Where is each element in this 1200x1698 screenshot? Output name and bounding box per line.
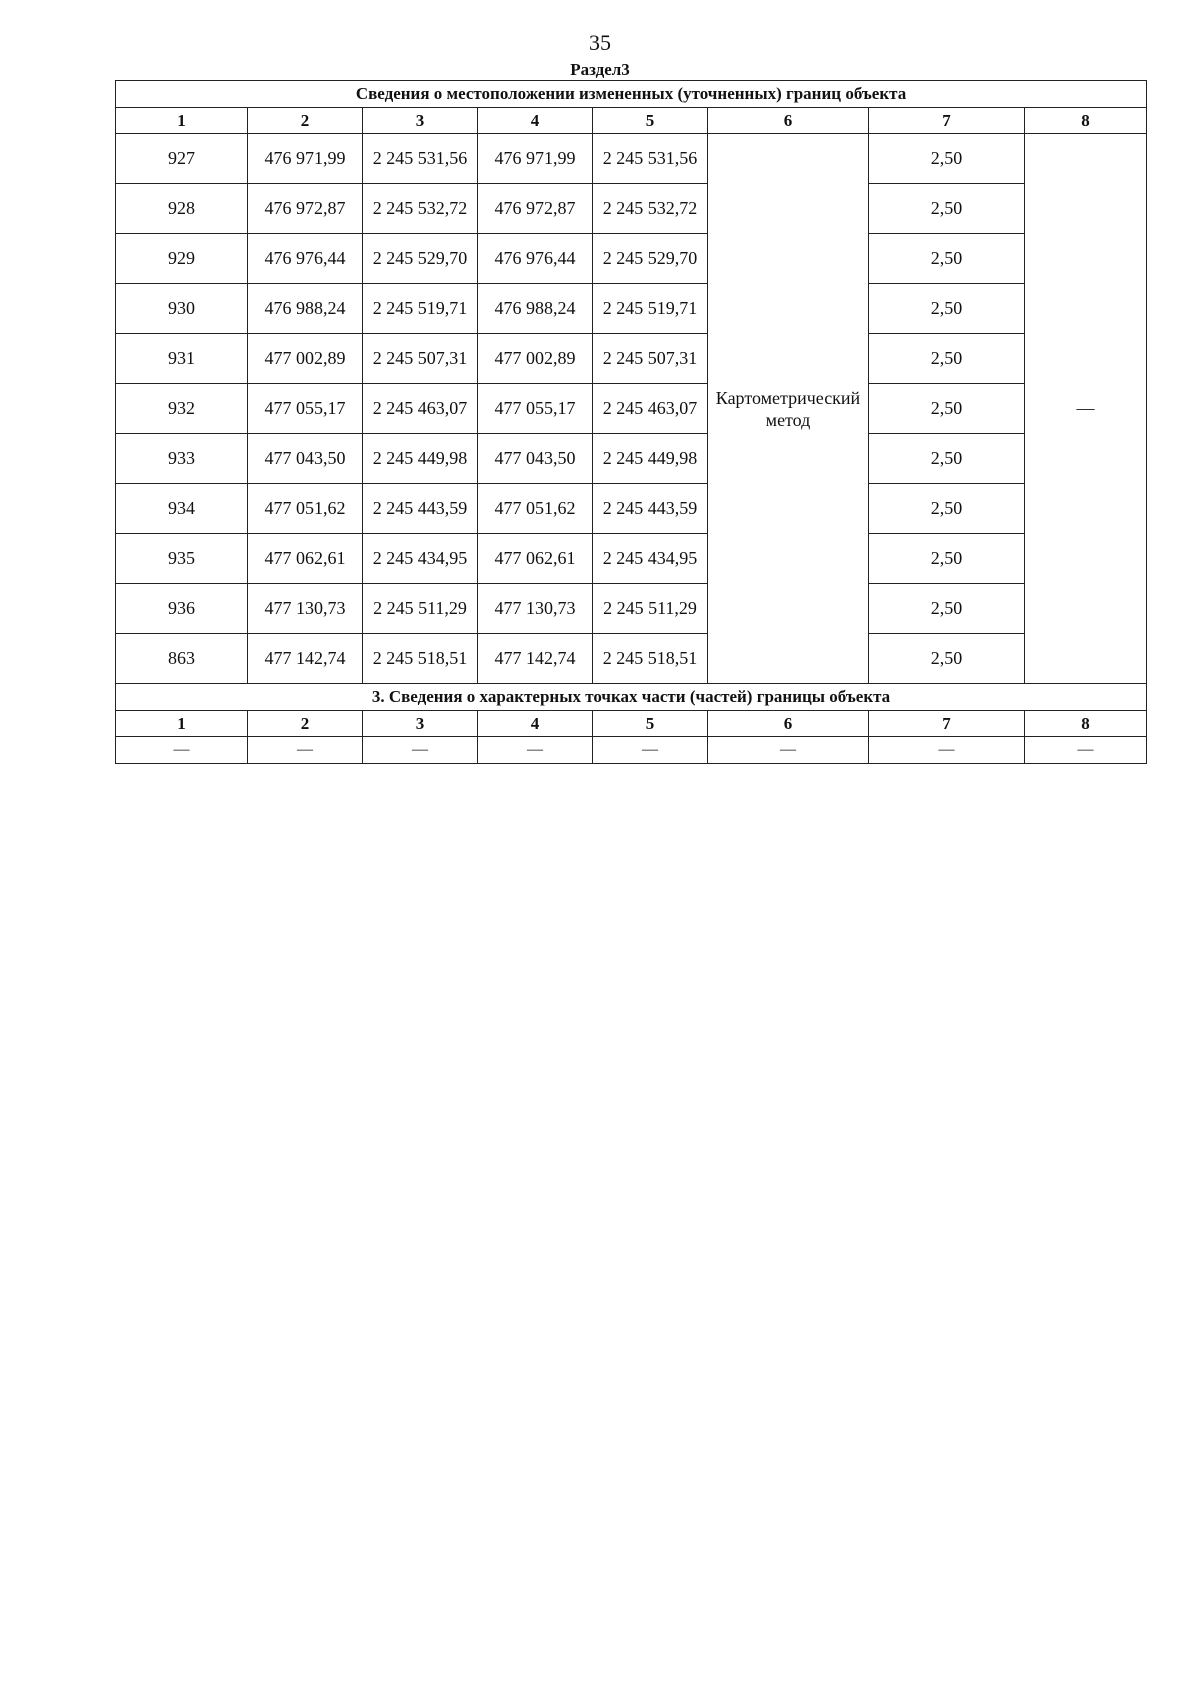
table-cell: 2,50 [869,584,1025,634]
table-cell: — [869,737,1025,764]
table-cell: 2 245 507,31 [363,334,478,384]
column-number: 5 [593,711,708,737]
table-cell: 2,50 [869,634,1025,684]
table-cell: 2,50 [869,384,1025,434]
table-cell: — [363,737,478,764]
table-cell: 476 972,87 [478,184,593,234]
table-cell: 477 055,17 [248,384,363,434]
table-cell: 932 [116,384,248,434]
table-cell: — [478,737,593,764]
table-row [116,234,1147,284]
table-cell: 2 245 449,98 [593,434,708,484]
table-cell: 2 245 532,72 [593,184,708,234]
table-cell: 2 245 531,56 [363,134,478,184]
column-number: 7 [869,108,1025,134]
table-cell: 2 245 449,98 [363,434,478,484]
column-number: 4 [478,711,593,737]
table-row [116,284,1147,334]
table-cell: 2 245 463,07 [593,384,708,434]
table-cell: 477 130,73 [478,584,593,634]
table-cell: 2,50 [869,334,1025,384]
table-cell: 477 002,89 [248,334,363,384]
table-caption-row [116,81,1147,108]
table-cell: 2 245 531,56 [593,134,708,184]
table-cell: 933 [116,434,248,484]
table-cell: 930 [116,284,248,334]
table-cell: 2 245 529,70 [363,234,478,284]
column-number: 8 [1025,711,1147,737]
table-row [116,334,1147,384]
column-number-row [116,108,1147,134]
table-row [116,434,1147,484]
table-cell: 477 130,73 [248,584,363,634]
section3-caption: 3. Сведения о характерных точках части (частей) границы объекта [116,684,1147,711]
table-cell: 2 245 529,70 [593,234,708,284]
table-cell: — [593,737,708,764]
column-number: 1 [116,108,248,134]
section3-empty-row [116,737,1147,764]
table-cell: 2,50 [869,534,1025,584]
table-cell: 2 245 434,95 [593,534,708,584]
table-cell: 2 245 511,29 [593,584,708,634]
table-cell: 2,50 [869,234,1025,284]
table-row [116,534,1147,584]
table-cell: 477 062,61 [248,534,363,584]
table-cell: 476 971,99 [478,134,593,184]
table-cell: 2 245 519,71 [363,284,478,334]
table-cell: 476 976,44 [478,234,593,284]
table-cell: 477 051,62 [248,484,363,534]
table-cell: 2 245 519,71 [593,284,708,334]
table-cell: 934 [116,484,248,534]
table-cell: 476 988,24 [248,284,363,334]
table-cell: — [1025,737,1147,764]
table-cell: 2 245 443,59 [593,484,708,534]
table-cell: 2 245 518,51 [363,634,478,684]
table-cell: 477 055,17 [478,384,593,434]
table-cell: 2,50 [869,434,1025,484]
boundary-table [115,80,1147,764]
table-row [116,134,1147,184]
column-number: 2 [248,108,363,134]
column-number: 7 [869,711,1025,737]
table-cell: 476 976,44 [248,234,363,284]
table-cell: 477 043,50 [248,434,363,484]
table-cell: 477 043,50 [478,434,593,484]
table-cell: 936 [116,584,248,634]
table-cell: 476 972,87 [248,184,363,234]
table-row [116,584,1147,634]
section-title: Раздел3 [570,60,630,79]
table-cell: 927 [116,134,248,184]
table-cell: 2,50 [869,484,1025,534]
table-cell: 863 [116,634,248,684]
column-number: 5 [593,108,708,134]
table-cell: 2,50 [869,284,1025,334]
table-cell: 2,50 [869,184,1025,234]
table-caption: Сведения о местоположении измененных (уточненных) границ объекта [116,81,1147,108]
table-cell: 928 [116,184,248,234]
column-8-cell: — [1025,134,1147,684]
table-cell: — [248,737,363,764]
column-number: 6 [708,711,869,737]
column-number: 2 [248,711,363,737]
table-cell: 2 245 434,95 [363,534,478,584]
table-cell: 931 [116,334,248,384]
column-number: 8 [1025,108,1147,134]
column-number: 4 [478,108,593,134]
table-row [116,484,1147,534]
column-number: 6 [708,108,869,134]
table-cell: 2 245 463,07 [363,384,478,434]
table-cell: 477 002,89 [478,334,593,384]
column-number: 1 [116,711,248,737]
table-cell: 477 051,62 [478,484,593,534]
table-cell: 2 245 532,72 [363,184,478,234]
table-row [116,384,1147,434]
table-row [116,634,1147,684]
table-cell: 476 988,24 [478,284,593,334]
table-cell: 929 [116,234,248,284]
column-number: 3 [363,711,478,737]
table-cell: 476 971,99 [248,134,363,184]
table-cell: 477 062,61 [478,534,593,584]
section3-column-number-row [116,711,1147,737]
table-cell: — [708,737,869,764]
table-row [116,184,1147,234]
table-cell: 477 142,74 [478,634,593,684]
table-cell: 2 245 443,59 [363,484,478,534]
page-number: 35 [589,30,611,55]
table-cell: 2,50 [869,134,1025,184]
table-cell: — [116,737,248,764]
table-cell: 2 245 507,31 [593,334,708,384]
method-cell: Картометрический метод [708,134,869,684]
table-cell: 935 [116,534,248,584]
section3-caption-row [116,684,1147,711]
column-number: 3 [363,108,478,134]
table-cell: 2 245 511,29 [363,584,478,634]
table-cell: 2 245 518,51 [593,634,708,684]
table-cell: 477 142,74 [248,634,363,684]
